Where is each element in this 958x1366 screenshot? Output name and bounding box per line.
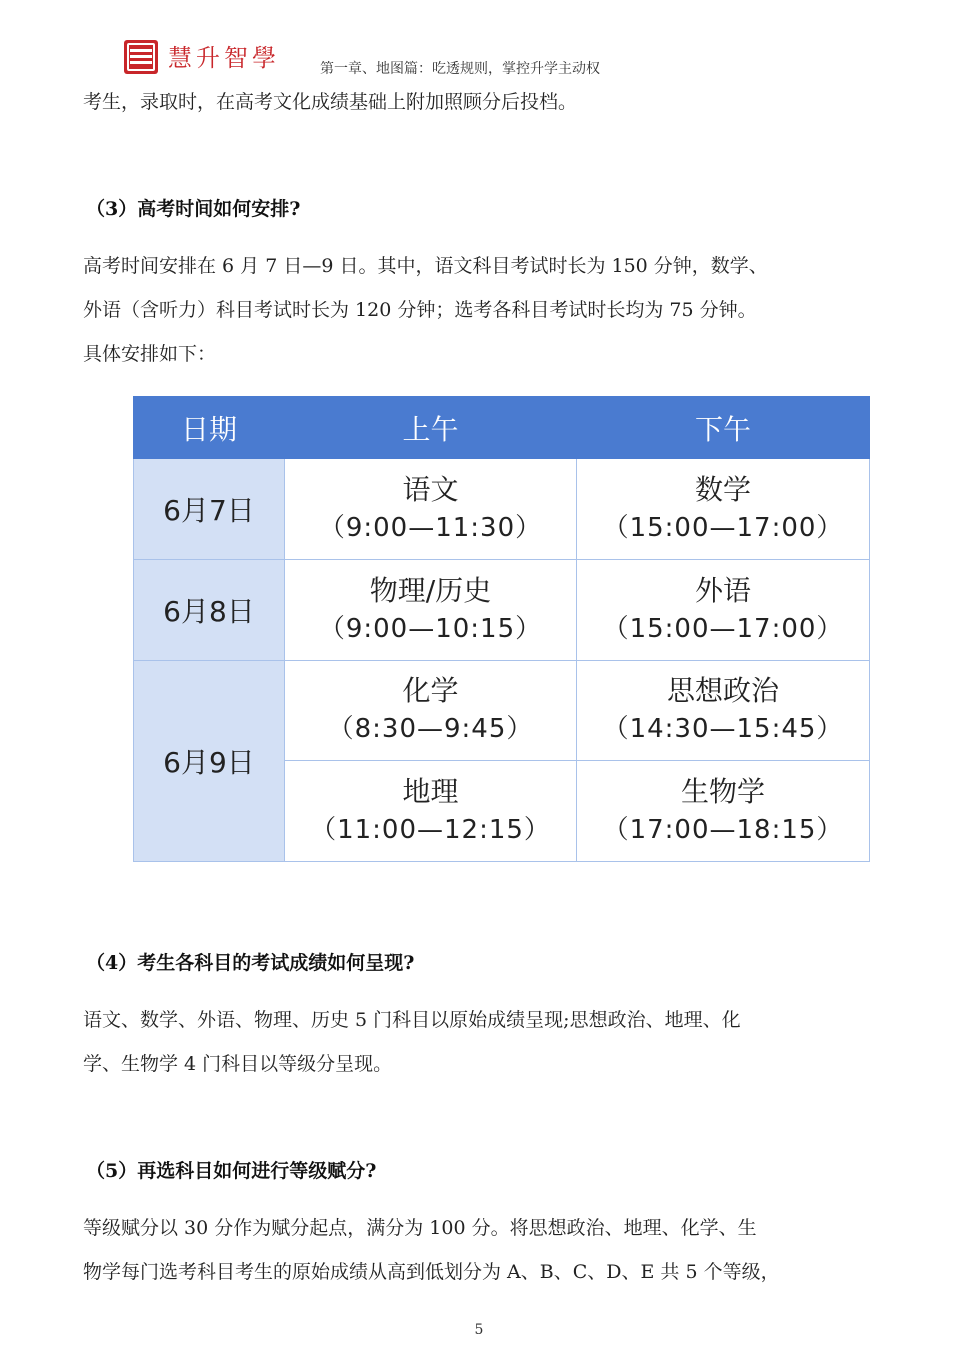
time-label: （9:00—10:15） — [318, 613, 543, 644]
time-label: （15:00—17:00） — [602, 613, 844, 644]
time-label: （11:00—12:15） — [310, 815, 551, 846]
exam-cell — [577, 459, 870, 560]
q4-line-2: 学、生物学 4 门科目以等级分呈现。 — [83, 1053, 393, 1075]
heading-q4: （4）考生各科目的考试成绩如何呈现? — [86, 952, 415, 974]
table-header-row — [134, 397, 870, 459]
header-date: 日期 — [134, 397, 285, 459]
subject-label: 外语 — [694, 573, 751, 607]
time-label: （8:30—9:45） — [327, 714, 534, 745]
exam-cell — [285, 761, 577, 862]
page-header — [124, 36, 684, 76]
q4-paragraph — [83, 998, 883, 1086]
subject-label: 数学 — [694, 472, 751, 506]
header-morning: 上午 — [285, 397, 577, 459]
date-cell: 6月9日 — [134, 660, 285, 862]
q5-paragraph — [83, 1206, 883, 1294]
q5-line-1: 等级赋分以 30 分作为赋分起点，满分为 100 分。将思想政治、地理、化学、生 — [83, 1217, 757, 1239]
q4-line-1: 语文、数学、外语、物理、历史 5 门科目以原始成绩呈现;思想政治、地理、化 — [83, 1009, 741, 1031]
time-label: （9:00—11:30） — [318, 512, 543, 543]
exam-cell — [285, 559, 577, 660]
q3-line-2: 外语（含听力）科目考试时长为 120 分钟；选考各科目考试时长均为 75 分钟。 — [83, 299, 757, 321]
exam-cell — [285, 660, 577, 761]
exam-cell — [577, 559, 870, 660]
logo-text: 慧升智學 — [168, 44, 280, 72]
subject-label: 语文 — [402, 472, 459, 506]
table-row — [134, 660, 870, 761]
date-cell: 6月7日 — [134, 459, 285, 560]
subject-label: 化学 — [402, 674, 459, 708]
heading-q3: （3）高考时间如何安排? — [86, 198, 301, 220]
time-label: （17:00—18:15） — [602, 815, 844, 846]
intro-paragraph: 考生，录取时，在高考文化成绩基础上附加照顾分后投档。 — [83, 91, 578, 113]
header-title: 第一章、地图篇：吃透规则，掌控升学主动权 — [320, 61, 600, 77]
q3-line-3: 具体安排如下： — [83, 343, 217, 365]
subject-label: 生物学 — [680, 775, 765, 809]
q3-line-1: 高考时间安排在 6 月 7 日—9 日。其中，语文科目考试时长为 150 分钟，数学、 — [83, 255, 768, 277]
logo-seal-icon — [124, 40, 158, 74]
q5-line-2: 物学每门选考科目考生的原始成绩从高到低划分为 A、B、C、D、E 共 5 个等级， — [83, 1261, 780, 1283]
page-number: 5 — [474, 1322, 484, 1338]
time-label: （14:30—15:45） — [602, 714, 844, 745]
subject-label: 物理/历史 — [369, 573, 492, 607]
exam-schedule-table — [133, 396, 869, 862]
q3-paragraph — [83, 244, 883, 376]
table-row — [134, 559, 870, 660]
exam-cell — [285, 459, 577, 560]
subject-label: 思想政治 — [666, 674, 779, 708]
time-label: （15:00—17:00） — [602, 512, 844, 543]
date-cell: 6月8日 — [134, 559, 285, 660]
header-afternoon: 下午 — [577, 397, 870, 459]
exam-cell — [577, 761, 870, 862]
table-row — [134, 459, 870, 560]
heading-q5: （5）再选科目如何进行等级赋分? — [86, 1160, 377, 1182]
subject-label: 地理 — [402, 775, 459, 809]
exam-cell — [577, 660, 870, 761]
